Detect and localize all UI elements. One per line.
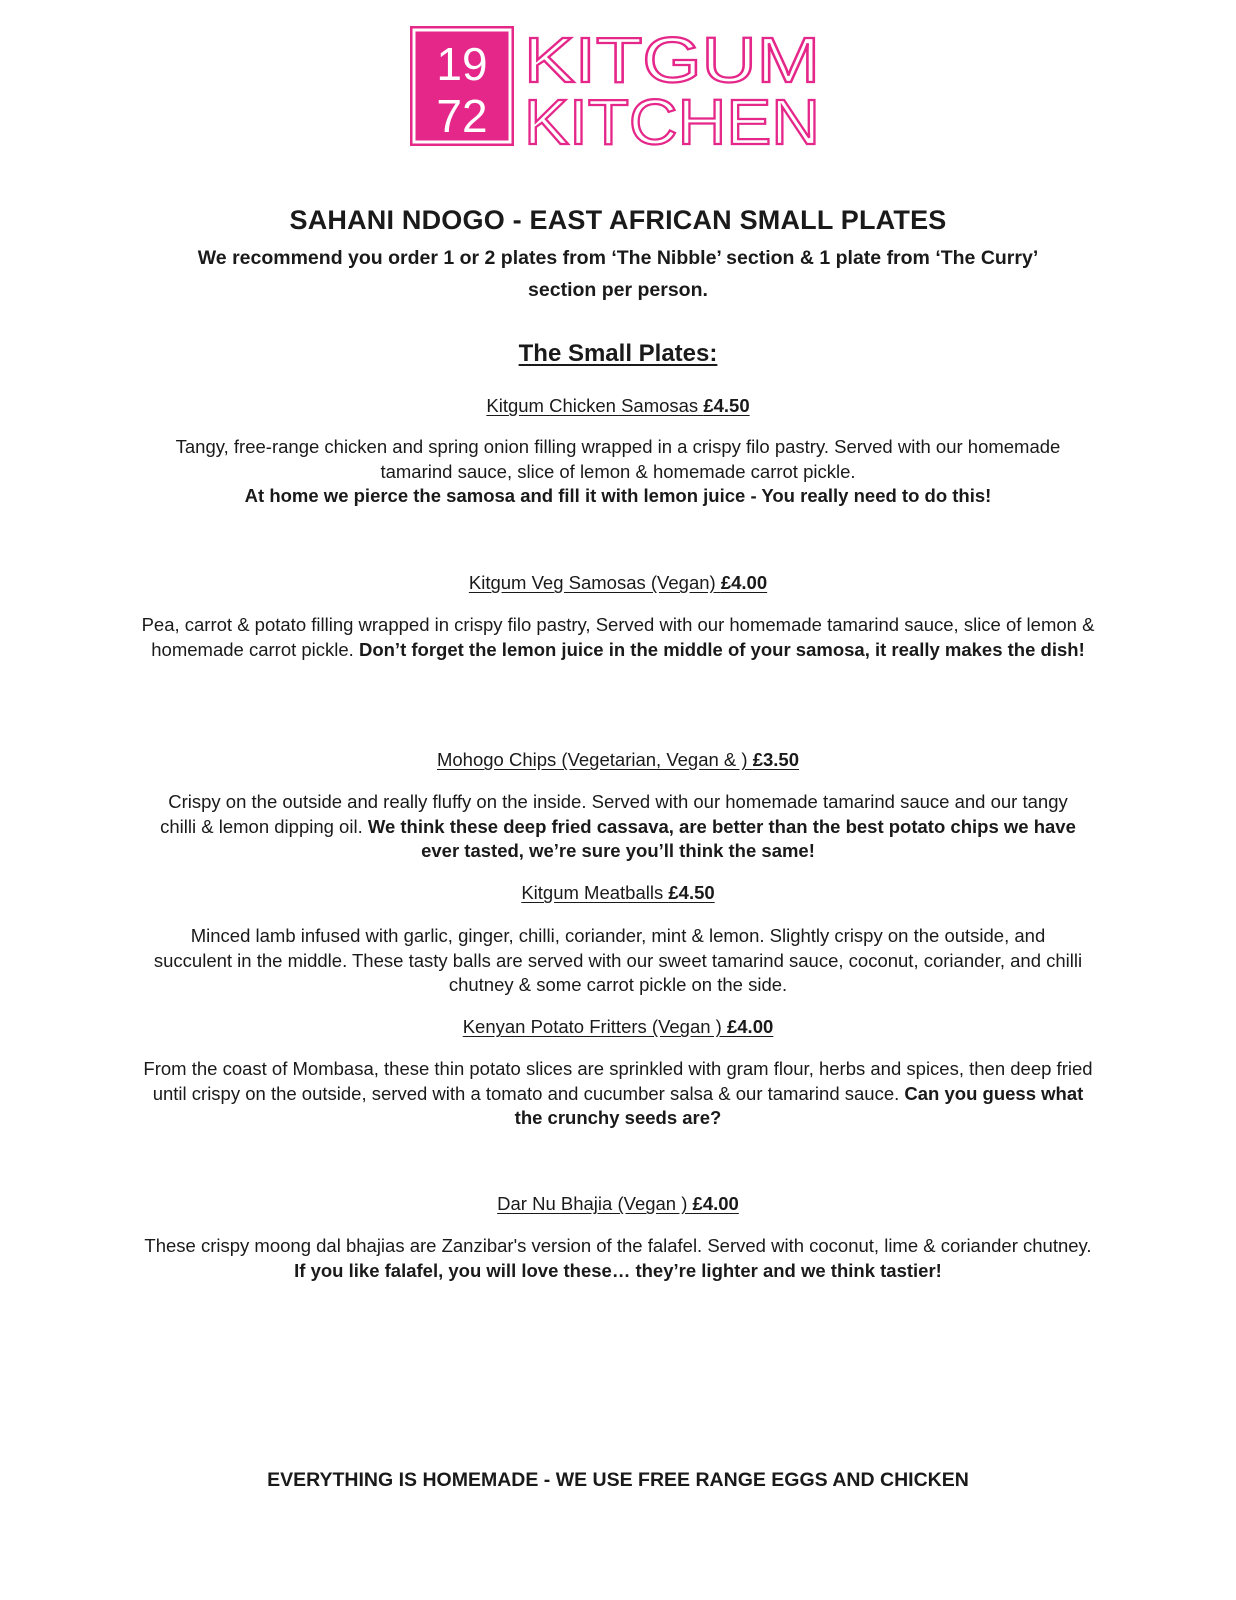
menu-item-description xyxy=(150,790,1086,864)
menu-item-title xyxy=(0,882,1236,904)
menu-item-desc-text: Minced lamb infused with garlic, ginger, chilli, coriander, mint & lemon. Slightly crispy on the outside, and succulent in the middle. These tasty balls are served with our sweet tamarind sauce, coconut, coriander, and chilli chutney & some carrot pickle on the side. xyxy=(153,925,1083,995)
logo-year-top: 19 xyxy=(436,38,488,90)
menu-item-description xyxy=(138,613,1098,662)
menu-item-desc-text: From the coast of Mombasa, these thin potato slices are sprinkled with gram flour, herbs and spices, then deep fried until crispy on the outside, served with a tomato and cucumber salsa & our tamarind sauce. xyxy=(143,1058,1093,1104)
menu-item-price: £4.00 xyxy=(720,572,768,593)
menu-item-name: Kitgum Chicken Samosas xyxy=(486,395,704,416)
menu-item-desc-text: Crispy on the outside and really fluffy on the inside. Served with our homemade tamarind sauce and our tangy chilli & lemon dipping oil. xyxy=(160,791,1068,837)
menu-item-name: Kitgum Meatballs xyxy=(521,882,669,903)
menu-item-desc-text: Tangy, free-range chicken and spring onion filling wrapped in a crispy filo pastry. Served with our homemade tamarind sauce, slice of lemon & homemade carrot pickle. xyxy=(175,436,1061,482)
menu-item-desc-text: These crispy moong dal bhajias are Zanzibar's version of the falafel. Served with coconut, lime & coriander chutney. xyxy=(144,1235,1092,1256)
menu-item-price: £4.50 xyxy=(668,882,715,903)
ordering-recommendation: We recommend you order 1 or 2 plates from ‘The Nibble’ section & 1 plate from ‘The Curry’ section per person. xyxy=(197,247,1039,301)
menu-item-highlight: If you like falafel, you will love these… they’re lighter and we think tastier! xyxy=(294,1259,942,1281)
menu-item-name: Dar Nu Bhajia (Vegan ) xyxy=(497,1193,693,1214)
menu-item-desc-text: Pea, carrot & potato filling wrapped in crispy filo pastry, Served with our homemade tamarind sauce, slice of lemon & homemade carrot pickle. xyxy=(141,614,1095,660)
section-heading xyxy=(0,340,1236,368)
menu-item-title xyxy=(0,749,1236,771)
menu-item-description xyxy=(150,924,1086,998)
menu-item-highlight: Can you guess what the crunchy seeds are? xyxy=(514,1082,1084,1128)
logo-year-bottom: 72 xyxy=(436,90,488,142)
footer-note: EVERYTHING IS HOMEMADE - WE USE FREE RANGE EGGS AND CHICKEN xyxy=(267,1469,969,1491)
menu-item-title xyxy=(0,1193,1236,1215)
menu-item-price: £4.00 xyxy=(692,1193,739,1214)
logo-name-line2: KITCHEN xyxy=(524,86,820,150)
logo-graphic xyxy=(410,26,830,150)
menu-item-title xyxy=(0,1016,1236,1038)
menu-item-name: Mohogo Chips (Vegetarian, Vegan & ) xyxy=(436,749,753,770)
menu-item-name: Kenyan Potato Fritters (Vegan ) xyxy=(462,1016,727,1037)
menu-item-price: £4.00 xyxy=(726,1016,774,1037)
section-heading-text: The Small Plates: xyxy=(518,340,718,367)
menu-item-name: Kitgum Veg Samosas (Vegan) xyxy=(468,572,721,593)
menu-item-description xyxy=(138,1234,1098,1283)
restaurant-logo xyxy=(410,26,830,150)
menu-item-title xyxy=(0,395,1236,417)
menu-item-description xyxy=(170,435,1066,509)
menu-item-highlight: Don’t forget the lemon juice in the middle of your samosa, it really makes the dish! xyxy=(358,638,1085,660)
menu-item-price: £4.50 xyxy=(703,395,750,416)
page-title: SAHANI NDOGO - EAST AFRICAN SMALL PLATES xyxy=(289,205,947,235)
logo-name-line1: KITGUM xyxy=(524,26,820,96)
menu-item-highlight: At home we pierce the samosa and fill it with lemon juice - You really need to do this! xyxy=(244,485,992,506)
menu-item-title xyxy=(0,572,1236,594)
menu-item-description xyxy=(138,1057,1098,1131)
menu-item-highlight: We think these deep fried cassava, are better than the best potato chips we have ever tasted, we’re sure you’ll think the same! xyxy=(367,815,1076,861)
menu-item-price: £3.50 xyxy=(752,749,800,770)
